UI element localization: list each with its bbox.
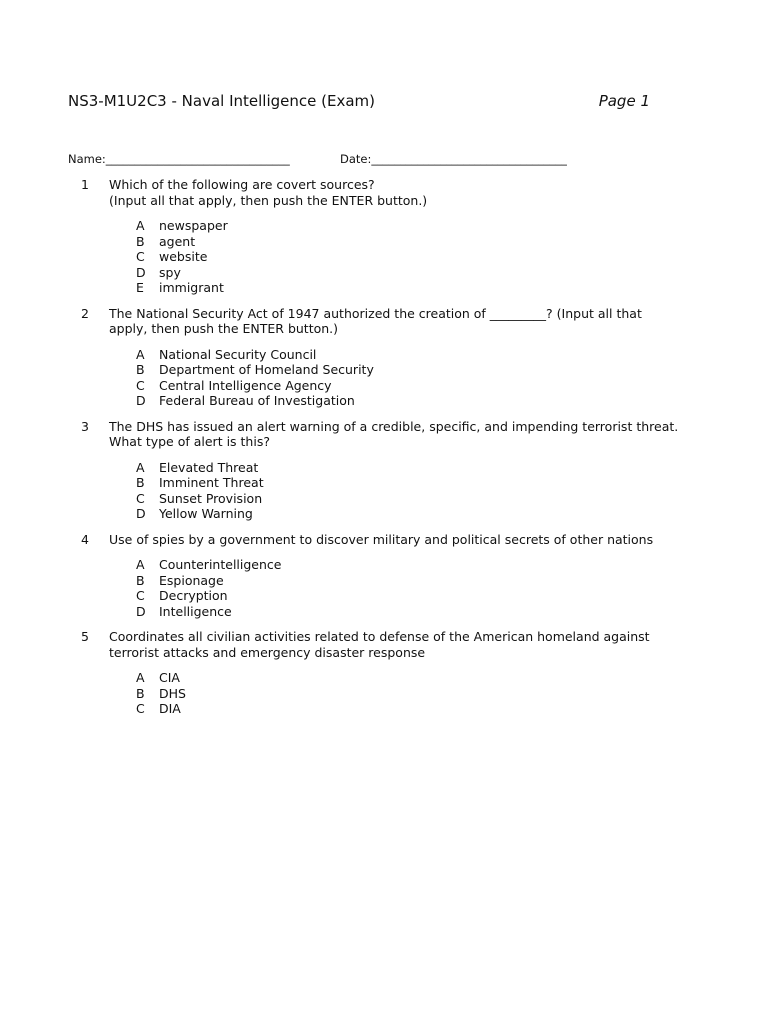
option-text: Espionage — [159, 572, 224, 588]
answer-option[interactable] — [136, 393, 708, 409]
option-letter: D — [136, 264, 146, 280]
question-list — [68, 177, 708, 727]
student-info-fields — [68, 152, 688, 168]
question-row — [68, 532, 708, 548]
option-text: agent — [159, 233, 196, 249]
question-text: Which of the following are covert sources? (Input all that apply, then push the ENTER button.) — [109, 177, 428, 208]
option-letter: D — [136, 393, 146, 408]
question-row — [68, 419, 708, 450]
name-field[interactable]: Name:________________________________ — [68, 152, 290, 166]
answer-options — [136, 557, 708, 619]
question-item — [68, 306, 708, 409]
answer-option[interactable] — [136, 234, 708, 250]
answer-option[interactable] — [136, 506, 708, 522]
option-text: Central Intelligence Agency — [159, 377, 332, 393]
option-letter: B — [136, 685, 145, 701]
answer-option[interactable] — [136, 604, 708, 620]
option-text: newspaper — [159, 218, 228, 233]
option-letter: A — [136, 218, 145, 233]
option-letter: C — [136, 490, 145, 506]
question-row — [68, 629, 708, 660]
option-letter: D — [136, 506, 146, 521]
option-letter: B — [136, 362, 145, 377]
option-text: Sunset Provision — [159, 490, 263, 506]
option-letter: B — [136, 572, 145, 588]
option-letter: A — [136, 459, 145, 475]
option-letter: E — [136, 280, 144, 295]
option-letter: B — [136, 475, 145, 490]
answer-option[interactable] — [136, 588, 708, 604]
question-text: The DHS has issued an alert warning of a credible, specific, and impending terrorist threat. What type of alert is this? — [109, 418, 679, 449]
option-letter: C — [136, 588, 145, 603]
question-number: 5 — [81, 629, 89, 644]
option-text: spy — [159, 264, 181, 280]
question-number: 1 — [81, 177, 89, 192]
answer-option[interactable] — [136, 280, 708, 296]
answer-option[interactable] — [136, 347, 708, 363]
option-letter: C — [136, 701, 145, 716]
option-text: Elevated Threat — [159, 459, 259, 475]
option-text: DIA — [159, 701, 181, 716]
answer-option[interactable] — [136, 362, 708, 378]
option-text: Counterintelligence — [159, 557, 282, 572]
answer-option[interactable] — [136, 218, 708, 234]
exam-title: NS3-M1U2C3 - Naval Intelligence (Exam) — [68, 92, 375, 110]
answer-option[interactable] — [136, 686, 708, 702]
option-text: National Security Council — [159, 346, 317, 362]
answer-option[interactable] — [136, 249, 708, 265]
question-row — [68, 306, 708, 337]
answer-options — [136, 460, 708, 522]
question-row — [68, 177, 708, 208]
page-number: Page 1 — [598, 92, 650, 110]
option-text: Federal Bureau of Investigation — [159, 393, 355, 408]
option-text: Decryption — [159, 588, 228, 603]
exam-header — [68, 92, 650, 114]
option-letter: D — [136, 603, 146, 619]
option-text: DHS — [159, 685, 186, 701]
answer-option[interactable] — [136, 491, 708, 507]
option-text: immigrant — [159, 280, 224, 295]
answer-option[interactable] — [136, 573, 708, 589]
answer-options — [136, 218, 708, 296]
option-letter: A — [136, 557, 145, 572]
answer-options — [136, 670, 708, 717]
option-letter: C — [136, 377, 145, 393]
question-text: The National Security Act of 1947 authorized the creation of _________? (Input all that apply, then push the ENTER button.) — [109, 305, 642, 336]
option-letter: B — [136, 233, 145, 249]
option-text: Intelligence — [159, 603, 232, 619]
question-item — [68, 419, 708, 522]
question-number: 4 — [81, 531, 89, 547]
answer-option[interactable] — [136, 670, 708, 686]
option-text: Yellow Warning — [159, 506, 253, 521]
answer-option[interactable] — [136, 265, 708, 281]
answer-option[interactable] — [136, 475, 708, 491]
answer-option[interactable] — [136, 557, 708, 573]
question-item — [68, 177, 708, 296]
question-number: 2 — [81, 305, 89, 321]
date-field[interactable]: Date:__________________________________ — [340, 152, 567, 166]
option-letter: A — [136, 346, 145, 362]
option-letter: A — [136, 670, 145, 685]
option-text: website — [159, 249, 208, 264]
option-text: Department of Homeland Security — [159, 362, 374, 377]
question-text: Use of spies by a government to discover military and political secrets of other nations — [109, 531, 654, 547]
option-text: CIA — [159, 670, 180, 685]
question-item — [68, 629, 708, 717]
question-text: Coordinates all civilian activities related to defense of the American homeland against terrorist attacks and emergency disaster response — [109, 629, 650, 660]
question-number: 3 — [81, 418, 89, 434]
answer-option[interactable] — [136, 460, 708, 476]
option-letter: C — [136, 249, 145, 264]
option-text: Imminent Threat — [159, 475, 264, 490]
question-item — [68, 532, 708, 620]
answer-option[interactable] — [136, 701, 708, 717]
answer-option[interactable] — [136, 378, 708, 394]
answer-options — [136, 347, 708, 409]
